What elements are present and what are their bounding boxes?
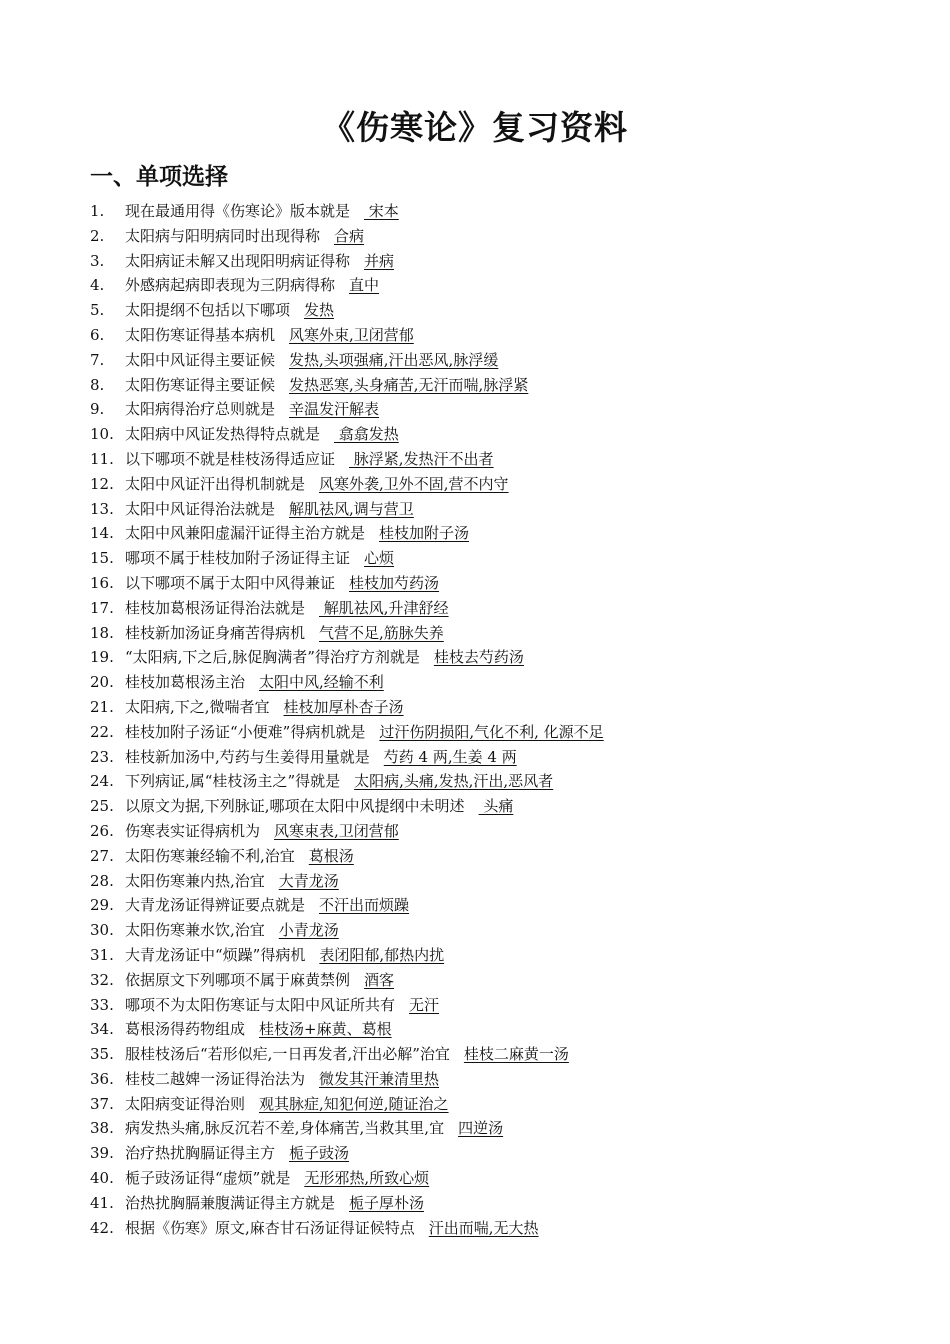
answer-text: 栀子豉汤 [289, 1144, 350, 1163]
question-item [90, 794, 910, 819]
question-number: 8. [90, 375, 105, 394]
question-item [90, 373, 910, 398]
answer-text: 发热恶寒,头身痛苦,无汗而喘,脉浮紧 [289, 375, 529, 394]
question-item [90, 224, 910, 249]
answer-text: 宋本 [364, 202, 399, 220]
question-text: “太阳病,下之后,脉促胸满者”得治疗方剂就是 [125, 648, 420, 667]
question-number: 19. [90, 648, 114, 667]
question-number: 16. [90, 573, 114, 592]
question-item [90, 1166, 910, 1191]
question-number: 18. [90, 623, 114, 642]
question-number: 25. [90, 797, 114, 816]
answer-text: 芍药 4 两,生姜 4 两 [383, 747, 517, 766]
question-item [90, 1191, 910, 1216]
answer-text: 头痛 [478, 797, 514, 816]
question-number: 42. [90, 1218, 114, 1237]
question-text: 太阳中风兼阳虚漏汗证得主治方就是 [125, 524, 366, 543]
question-item [90, 993, 910, 1018]
question-item [90, 546, 910, 571]
question-text: 桂枝新加汤证身痛苦得病机 [125, 623, 306, 642]
question-item [90, 670, 910, 695]
answer-text: 桂枝加厚朴杏子汤 [283, 697, 404, 716]
question-text: 伤寒表实证得病机为 [125, 821, 261, 840]
answer-text: 小青龙汤 [278, 921, 339, 940]
question-number: 7. [90, 350, 105, 369]
question-item [90, 298, 910, 323]
question-text: 太阳伤寒兼水饮,治宜 [125, 921, 265, 940]
question-item [90, 1216, 910, 1241]
question-item [90, 720, 910, 745]
answer-text: 桂枝加芍药汤 [349, 573, 440, 592]
answer-text: 并病 [364, 251, 395, 270]
question-number: 34. [90, 1020, 114, 1039]
question-text: 葛根汤得药物组成 [125, 1020, 246, 1039]
question-number: 28. [90, 871, 114, 890]
answer-text: 太阳病,头痛,发热,汗出,恶风者 [354, 772, 554, 791]
answer-text: 解肌祛风,调与营卫 [289, 499, 414, 518]
question-item [90, 695, 910, 720]
question-number: 4. [90, 276, 105, 295]
question-text: 太阳伤寒兼经输不利,治宜 [125, 846, 295, 865]
answer-text: 微发其汗兼清里热 [319, 1069, 440, 1088]
question-number: 33. [90, 995, 114, 1014]
question-text: 太阳病与阳明病同时出现得称 [125, 226, 321, 245]
question-number: 36. [90, 1069, 114, 1088]
question-text: 桂枝加葛根汤主治 [125, 673, 246, 692]
answer-text: 桂枝去芍药汤 [433, 648, 524, 667]
question-number: 6. [90, 325, 105, 344]
question-number: 26. [90, 821, 114, 840]
question-number: 5. [90, 301, 105, 320]
question-number: 13. [90, 499, 114, 518]
answer-text: 桂枝加附子汤 [379, 524, 470, 543]
question-item [90, 249, 910, 274]
question-number: 3. [90, 251, 105, 270]
question-list [90, 199, 910, 1240]
question-number: 27. [90, 846, 114, 865]
question-text: 根据《伤寒》原文,麻杏甘石汤证得证候特点 [125, 1218, 415, 1237]
question-item [90, 1017, 910, 1042]
answer-text: 风寒束表,卫闭营郁 [274, 821, 399, 840]
question-number: 40. [90, 1169, 114, 1188]
question-text: 以下哪项不就是桂枝汤得适应证 [125, 449, 336, 468]
question-number: 37. [90, 1094, 114, 1113]
question-item [90, 447, 910, 472]
answer-text: 翕翕发热 [334, 425, 399, 444]
question-item [90, 819, 910, 844]
question-item [90, 1067, 910, 1092]
question-number: 30. [90, 921, 114, 940]
question-item [90, 571, 910, 596]
answer-text: 合病 [334, 226, 365, 245]
question-text: 大青龙汤证得辨证要点就是 [125, 896, 306, 915]
question-number: 31. [90, 945, 114, 964]
question-number: 2. [90, 226, 105, 245]
question-text: 哪项不属于桂枝加附子汤证得主证 [125, 549, 351, 568]
question-text: 桂枝加葛根汤证得治法就是 [125, 598, 306, 617]
answer-text: 葛根汤 [308, 846, 354, 865]
question-item [90, 621, 910, 646]
question-number: 21. [90, 697, 114, 716]
question-item [90, 1141, 910, 1166]
question-number: 41. [90, 1193, 114, 1212]
answer-text: 观其脉症,知犯何逆,随证治之 [259, 1094, 449, 1113]
answer-text: 气营不足,筋脉失养 [319, 623, 444, 642]
question-item [90, 918, 910, 943]
question-number: 24. [90, 772, 114, 791]
question-text: 服桂枝汤后“若形似疟,一日再发者,汗出必解”治宜 [125, 1045, 450, 1064]
answer-text: 风寒外袭,卫外不固,营不内守 [319, 474, 509, 493]
question-item [90, 893, 910, 918]
question-text: 桂枝加附子汤证“小便难”得病机就是 [125, 722, 366, 741]
answer-text: 过汗伤阴损阳,气化不利, 化源不足 [379, 722, 604, 741]
question-text: 太阳中风证得治法就是 [125, 499, 276, 518]
answer-text: 风寒外束,卫闭营郁 [289, 325, 414, 344]
question-number: 14. [90, 524, 114, 543]
question-text: 太阳病证未解又出现阳明病证得称 [125, 251, 351, 270]
question-text: 大青龙汤证中“烦躁”得病机 [125, 945, 306, 964]
question-number: 23. [90, 747, 114, 766]
question-number: 35. [90, 1045, 114, 1064]
answer-text: 脉浮紧,发热汗不出者 [349, 449, 494, 468]
question-text: 太阳伤寒证得基本病机 [125, 325, 276, 344]
question-item [90, 943, 910, 968]
answer-text: 酒客 [364, 970, 395, 989]
question-number: 38. [90, 1119, 114, 1138]
question-number: 20. [90, 673, 114, 692]
question-item [90, 1116, 910, 1141]
answer-text: 大青龙汤 [278, 871, 339, 890]
question-text: 太阳中风证得主要证候 [125, 350, 276, 369]
question-text: 太阳伤寒兼内热,治宜 [125, 871, 265, 890]
question-item [90, 968, 910, 993]
answer-text: 太阳中风,经输不利 [259, 673, 384, 692]
question-text: 以下哪项不属于太阳中风得兼证 [125, 573, 336, 592]
question-item [90, 273, 910, 298]
question-item [90, 323, 910, 348]
question-item [90, 769, 910, 794]
question-text: 外感病起病即表现为三阴病得称 [125, 276, 336, 295]
answer-text: 栀子厚朴汤 [349, 1193, 425, 1212]
answer-text: 四逆汤 [458, 1119, 504, 1138]
question-text: 以原文为据,下列脉证,哪项在太阳中风提纲中未明述 [125, 797, 465, 816]
document-title: 《伤寒论》复习资料 [322, 108, 628, 147]
answer-text: 不汗出而烦躁 [319, 896, 410, 915]
answer-text: 无汗 [409, 995, 440, 1014]
question-number: 39. [90, 1144, 114, 1163]
question-number: 11. [90, 449, 114, 468]
answer-text: 发热 [304, 301, 335, 320]
answer-text: 桂枝汤+麻黄、葛根 [259, 1020, 392, 1039]
answer-text: 汗出而喘,无大热 [428, 1218, 539, 1237]
question-item [90, 745, 910, 770]
question-item [90, 1042, 910, 1067]
answer-text: 心烦 [364, 549, 395, 568]
question-item [90, 497, 910, 522]
question-item [90, 472, 910, 497]
answer-text: 桂枝二麻黄一汤 [463, 1045, 569, 1064]
question-text: 太阳中风证汗出得机制就是 [125, 474, 306, 493]
question-item [90, 869, 910, 894]
question-number: 10. [90, 425, 114, 444]
question-text: 依据原文下列哪项不属于麻黄禁例 [125, 970, 351, 989]
question-text: 太阳提纲不包括以下哪项 [125, 301, 291, 320]
question-text: 栀子豉汤证得“虚烦”就是 [125, 1169, 291, 1188]
question-item [90, 199, 910, 224]
question-number: 29. [90, 896, 114, 915]
question-text: 太阳病,下之,微喘者宜 [125, 697, 270, 716]
section-heading: 一、单项选择 [90, 164, 228, 190]
question-text: 桂枝二越婢一汤证得治法为 [125, 1069, 306, 1088]
question-item [90, 521, 910, 546]
answer-text: 解肌祛风,升津舒经 [319, 598, 449, 617]
question-text: 治疗热扰胸膈证得主方 [125, 1144, 276, 1163]
question-number: 15. [90, 549, 114, 568]
question-text: 下列病证,属“桂枝汤主之”得就是 [125, 772, 341, 791]
answer-text: 直中 [349, 276, 380, 295]
question-item [90, 645, 910, 670]
question-text: 太阳病中风证发热得特点就是 [125, 425, 321, 444]
answer-text: 表闭阳郁,郁热内扰 [319, 945, 445, 964]
question-text: 现在最通用得《伤寒论》版本就是 [125, 202, 351, 220]
question-number: 9. [90, 400, 105, 419]
question-item [90, 397, 910, 422]
question-text: 太阳病变证得治则 [125, 1094, 246, 1113]
question-text: 治热扰胸膈兼腹满证得主方就是 [125, 1193, 336, 1212]
question-number: 1. [90, 202, 105, 220]
question-item [90, 348, 910, 373]
question-text: 太阳伤寒证得主要证候 [125, 375, 276, 394]
answer-text: 发热,头项强痛,汗出恶风,脉浮缓 [289, 350, 499, 369]
question-number: 22. [90, 722, 114, 741]
question-number: 17. [90, 598, 114, 617]
question-number: 12. [90, 474, 114, 493]
question-item [90, 596, 910, 621]
question-item [90, 422, 910, 447]
question-text: 桂枝新加汤中,芍药与生姜得用量就是 [125, 747, 370, 766]
question-text: 哪项不为太阳伤寒证与太阳中风证所共有 [125, 995, 396, 1014]
answer-text: 无形邪热,所致心烦 [304, 1169, 430, 1188]
answer-text: 辛温发汗解表 [289, 400, 380, 419]
question-item [90, 844, 910, 869]
question-text: 病发热头痛,脉反沉若不差,身体痛苦,当救其里,宜 [125, 1119, 445, 1138]
question-number: 32. [90, 970, 114, 989]
question-text: 太阳病得治疗总则就是 [125, 400, 276, 419]
question-item [90, 1092, 910, 1117]
